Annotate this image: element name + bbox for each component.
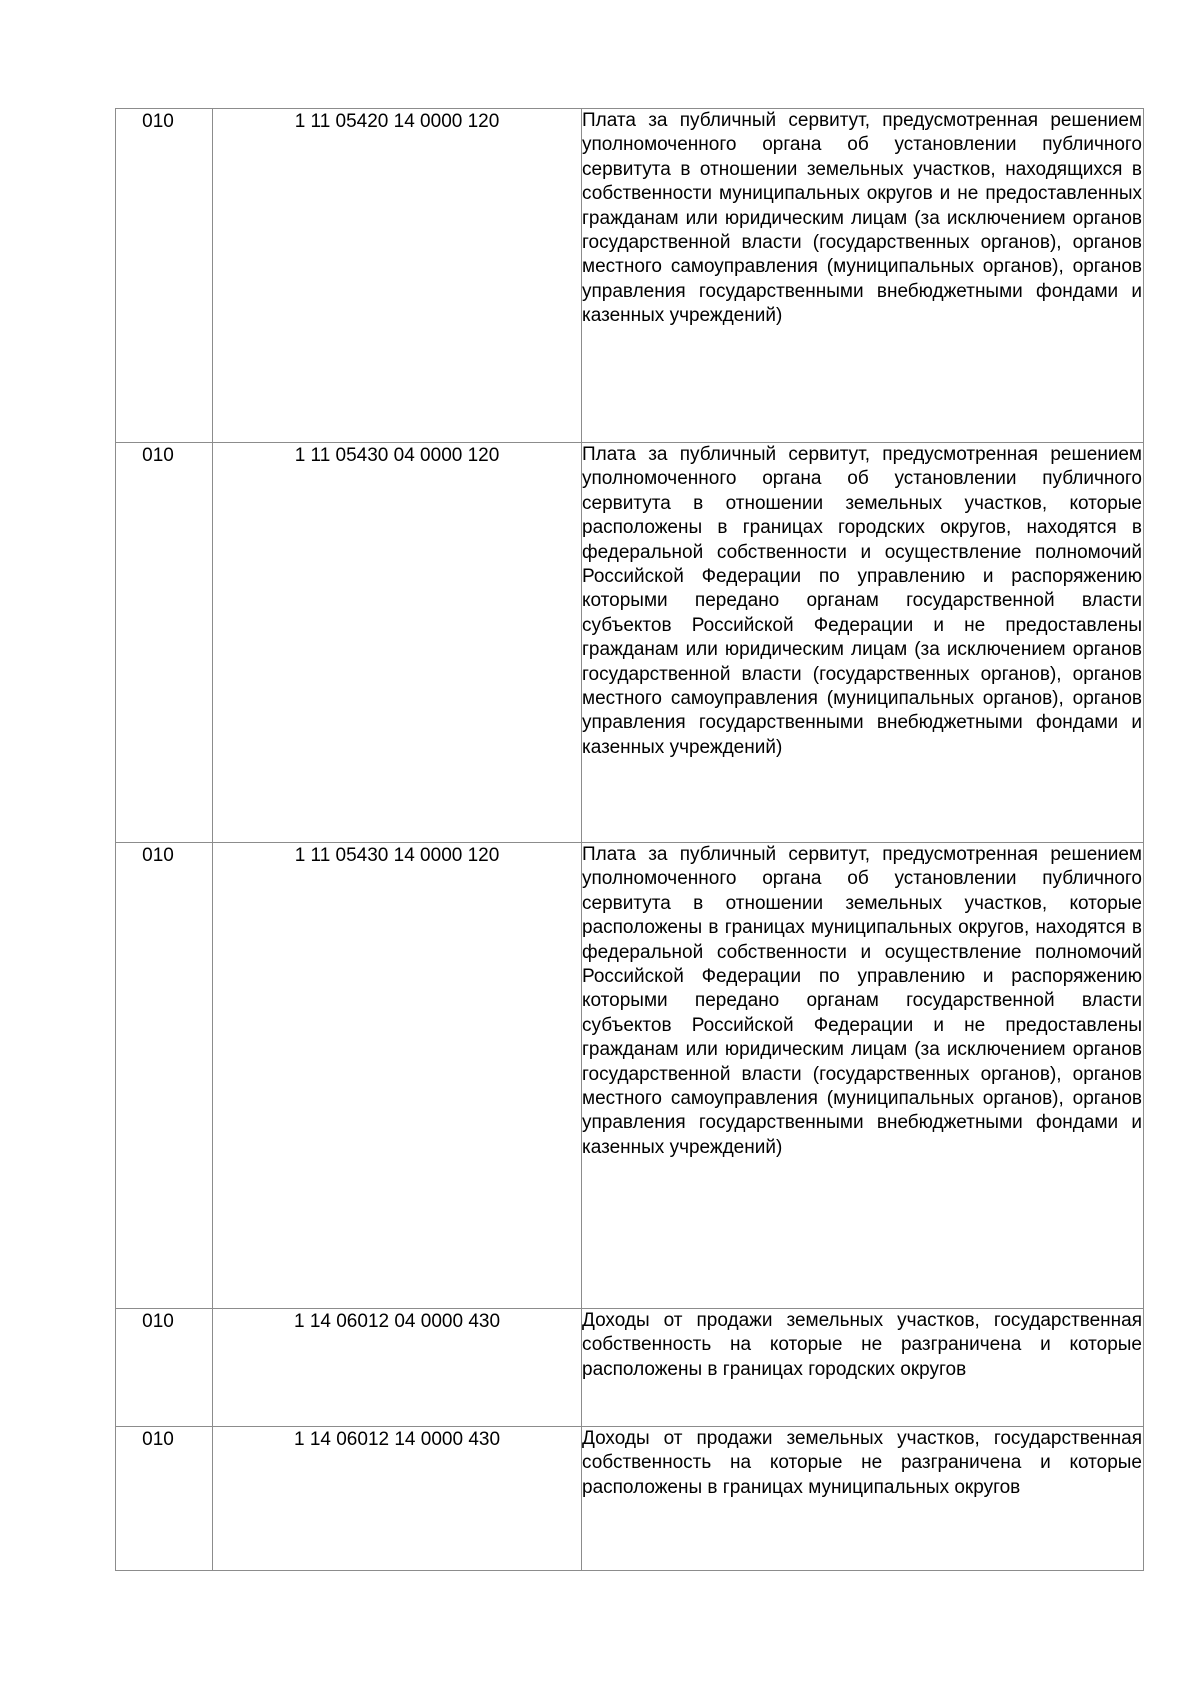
description-text: Доходы от продажи земельных участков, государственная собственность на которые не разграничена и которые расположены в границах городских округов	[582, 1310, 1142, 1380]
description-text: Доходы от продажи земельных участков, государственная собственность на которые не разграничена и которые расположены в границах муниципальных округов	[582, 1428, 1142, 1498]
description-cell	[582, 1309, 1144, 1427]
table-row	[116, 109, 1144, 443]
description-cell	[582, 1427, 1144, 1571]
admin-code-cell: 010	[116, 1309, 213, 1427]
table-row	[116, 1309, 1144, 1427]
description-cell	[582, 843, 1144, 1309]
admin-code-cell: 010	[116, 843, 213, 1309]
budget-code-cell: 1 11 05430 14 0000 120	[213, 843, 582, 1309]
budget-code-cell: 1 14 06012 14 0000 430	[213, 1427, 582, 1571]
description-text: Плата за публичный сервитут, предусмотренная решением уполномоченного органа об установлении публичного сервитута в отношении земельных участков, которые расположены в границах городских округов, находятся в федеральной собственности и осуществление полномочий Российской Федерации по управлению и распоряжению которыми передано органам государственной власти субъектов Российской Федерации и не предоставлены гражданам или юридическим лицам (за исключением органов государственной власти (государственных органов), органов местного самоуправления (муниципальных органов), органов управления государственными внебюджетными фондами и казенных учреждений)	[582, 444, 1142, 758]
description-cell	[582, 109, 1144, 443]
budget-code-cell: 1 11 05430 04 0000 120	[213, 443, 582, 843]
table-row	[116, 843, 1144, 1309]
admin-code-cell: 010	[116, 1427, 213, 1571]
table-row	[116, 1427, 1144, 1571]
description-text: Плата за публичный сервитут, предусмотренная решением уполномоченного органа об установлении публичного сервитута в отношении земельных участков, находящихся в собственности муниципальных округов и не предоставленных гражданам или юридическим лицам (за исключением органов государственной власти (государственных органов), органов местного самоуправления (муниципальных органов), органов управления государственными внебюджетными фондами и казенных учреждений)	[582, 110, 1142, 327]
admin-code-cell: 010	[116, 109, 213, 443]
budget-code-cell: 1 14 06012 04 0000 430	[213, 1309, 582, 1427]
description-text: Плата за публичный сервитут, предусмотренная решением уполномоченного органа об установлении публичного сервитута в отношении земельных участков, которые расположены в границах муниципальных округов, находятся в федеральной собственности и осуществление полномочий Российской Федерации по управлению и распоряжению которыми передано органам государственной власти субъектов Российской Федерации и не предоставлены гражданам или юридическим лицам (за исключением органов государственной власти (государственных органов), органов местного самоуправления (муниципальных органов), органов управления государственными внебюджетными фондами и казенных учреждений)	[582, 844, 1142, 1158]
description-cell	[582, 443, 1144, 843]
table-row	[116, 443, 1144, 843]
admin-code-cell: 010	[116, 443, 213, 843]
budget-code-cell: 1 11 05420 14 0000 120	[213, 109, 582, 443]
revenue-codes-table	[115, 108, 1144, 1571]
